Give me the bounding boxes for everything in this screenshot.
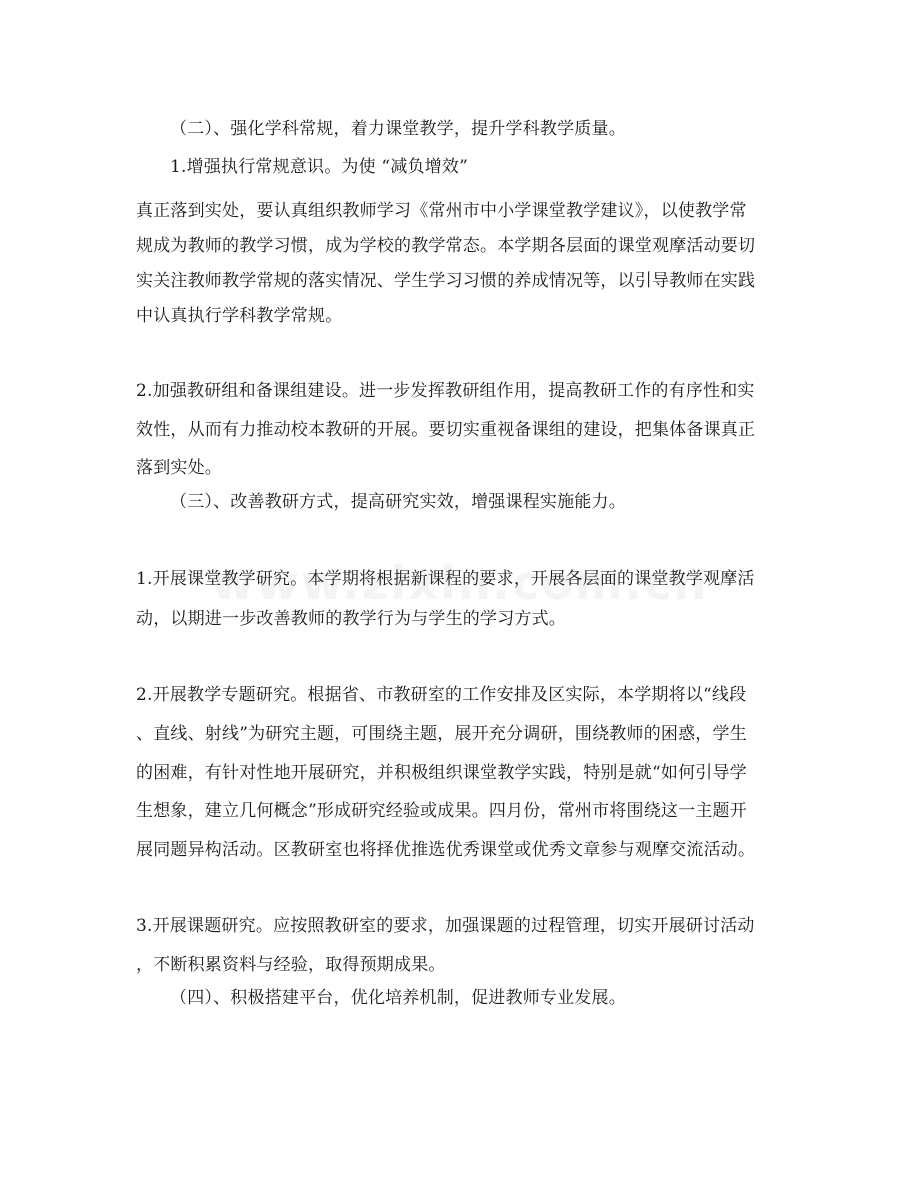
- paragraph-line: 效性，从而有力推动校本教研的开展。要切实重视备课组的建设，把集体备课真正: [136, 420, 756, 440]
- paragraph-line: 中认真执行学科教学常规。: [136, 306, 343, 326]
- paragraph-line: 1.开展课堂教学研究。本学期将根据新课程的要求，开展各层面的课堂教学观摩活: [136, 569, 755, 589]
- section-heading-4: （四）、积极搭建平台，优化培养机制，促进教师专业发展。: [170, 988, 626, 1008]
- section-heading-2: （二）、强化学科常规，着力课堂教学，提升学科教学质量。: [170, 119, 626, 139]
- paragraph-line: 实关注教师教学常规的落实情况、学生学习习惯的养成情况等，以引导教师在实践: [136, 271, 756, 291]
- paragraph-line: 生想象，建立几何概念”形成研究经验或成果。四月份，常州市将围绕这一主题开: [136, 801, 747, 821]
- paragraph-line: ，不断积累资料与经验，取得预期成果。: [136, 955, 446, 975]
- paragraph-line: 2.加强教研组和备课组建设。进一步发挥教研组作用，提高教研工作的有序性和实: [136, 381, 755, 401]
- section-heading-3: （三）、改善教研方式，提高研究实效，增强课程实施能力。: [170, 492, 626, 512]
- paragraph-line: 展同题异构活动。区教研室也将择优推选优秀课堂或优秀文章参与观摩交流活动。: [136, 840, 756, 860]
- paragraph-line: 、直线、射线”为研究主题，可围绕主题，展开充分调研，围绕教师的困惑，学生: [136, 724, 747, 744]
- paragraph-line: 落到实处。: [136, 458, 222, 478]
- paragraph-line: 的困难，有针对性地开展研究，并积极组织课堂教学实践，特别是就“如何引导学: [136, 763, 747, 783]
- paragraph-line: 真正落到实处，要认真组织教师学习《常州市中小学课堂教学建议》，以使教学常: [136, 201, 747, 221]
- paragraph-line: 3.开展课题研究。应按照教研室的要求，加强课题的过程管理，切实开展研讨活动: [136, 916, 755, 936]
- paragraph-line: 动，以期进一步改善教师的教学行为与学生的学习方式。: [136, 609, 566, 629]
- paragraph-line: 规成为教师的教学习惯，成为学校的教学常态。本学期各层面的课堂观摩活动要切: [136, 236, 756, 256]
- paragraph-line: 2.开展教学专题研究。根据省、市教研室的工作安排及区实际，本学期将以“线段: [136, 685, 747, 705]
- item-title-2-1: 1.增强执行常规意识。为使 “减负增效”: [170, 157, 469, 177]
